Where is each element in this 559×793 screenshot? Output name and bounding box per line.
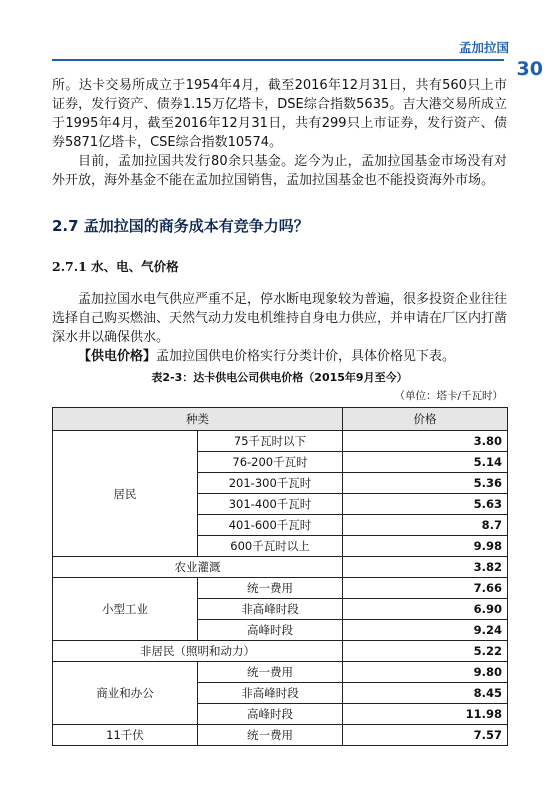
- subcategory-cell: 统一费用: [198, 725, 343, 746]
- running-header-title: 孟加拉国: [458, 40, 509, 55]
- power-price-label: 【供电价格】: [78, 349, 157, 364]
- price-cell: 9.98: [343, 536, 508, 557]
- price-cell: 6.90: [343, 599, 508, 620]
- subcategory-cell: 非高峰时段: [198, 599, 343, 620]
- table-row: [53, 725, 508, 746]
- subcategory-cell: 201-300千瓦时: [198, 473, 343, 494]
- page-content: [52, 76, 507, 746]
- price-cell: 11.98: [343, 704, 508, 725]
- header-category: 种类: [53, 408, 343, 431]
- subcategory-cell: 统一费用: [198, 578, 343, 599]
- price-cell: 9.80: [343, 662, 508, 683]
- header-rule: [52, 59, 504, 61]
- price-cell: 8.7: [343, 515, 508, 536]
- category-cell: 小型工业: [53, 578, 198, 641]
- subcategory-cell: 76-200千瓦时: [198, 452, 343, 473]
- paragraph-funds: 目前，孟加拉国共发行80余只基金。迄今为止，孟加拉国基金市场没有对外开放，海外基金不能在孟加拉国销售，孟加拉国基金也不能投资海外市场。: [52, 154, 507, 188]
- section-heading: 2.7 孟加拉国的商务成本有竞争力吗？: [52, 217, 309, 235]
- price-cell: 5.36: [343, 473, 508, 494]
- table-row: [53, 641, 508, 662]
- table-unit: （单位：塔卡/千瓦时）: [394, 390, 503, 402]
- subcategory-cell: 600千瓦时以上: [198, 536, 343, 557]
- paragraph-power-price: [52, 347, 507, 366]
- price-cell: 8.45: [343, 683, 508, 704]
- price-cell: 3.82: [343, 557, 508, 578]
- category-cell: 11千伏: [53, 725, 198, 746]
- subcategory-cell: 75千瓦时以下: [198, 431, 343, 452]
- subcategory-cell: 301-400千瓦时: [198, 494, 343, 515]
- table-caption: 表2-3：达卡供电公司供电价格（2015年9月至今）: [151, 371, 408, 384]
- subsection-heading: 2.7.1 水、电、气价格: [52, 259, 179, 274]
- price-cell: 7.57: [343, 725, 508, 746]
- table-row: [53, 662, 508, 683]
- category-cell: 非居民（照明和动力）: [53, 641, 343, 662]
- subcategory-cell: 统一费用: [198, 662, 343, 683]
- table-row: [53, 557, 508, 578]
- price-cell: 7.66: [343, 578, 508, 599]
- table-header-row: [53, 408, 508, 431]
- electricity-price-table: [52, 407, 508, 746]
- header-price: 价格: [343, 408, 508, 431]
- category-cell: 农业灌溉: [53, 557, 343, 578]
- price-cell: 9.24: [343, 620, 508, 641]
- category-cell: 商业和办公: [53, 662, 198, 725]
- subcategory-cell: 高峰时段: [198, 620, 343, 641]
- category-cell: 居民: [53, 431, 198, 557]
- price-cell: 5.63: [343, 494, 508, 515]
- power-price-text: 孟加拉国供电价格实行分类计价，具体价格见下表。: [156, 349, 456, 364]
- subcategory-cell: 非高峰时段: [198, 683, 343, 704]
- table-row: [53, 431, 508, 452]
- table-row: [53, 578, 508, 599]
- page-number: 30: [516, 58, 543, 80]
- price-cell: 5.22: [343, 641, 508, 662]
- subcategory-cell: 高峰时段: [198, 704, 343, 725]
- subcategory-cell: 401-600千瓦时: [198, 515, 343, 536]
- price-cell: 5.14: [343, 452, 508, 473]
- price-cell: 3.80: [343, 431, 508, 452]
- paragraph-stock-exchanges: 所。达卡交易所成立于1954年4月，截至2016年12月31日，共有560只上市证券，发行资产、债券1.15万亿塔卡，DSE综合指数5635。吉大港交易所成立于1995年4月，截至2016年12月31日，共有299只上市证券，发行资产、债券5871亿塔卡，CSE综合指数10574。: [52, 78, 507, 150]
- paragraph-utilities: 孟加拉国水电气供应严重不足，停水断电现象较为普遍，很多投资企业往往选择自己购买燃油、天然气动力发电机维持自身电力供应，并申请在厂区内打凿深水井以确保供水。: [52, 292, 508, 345]
